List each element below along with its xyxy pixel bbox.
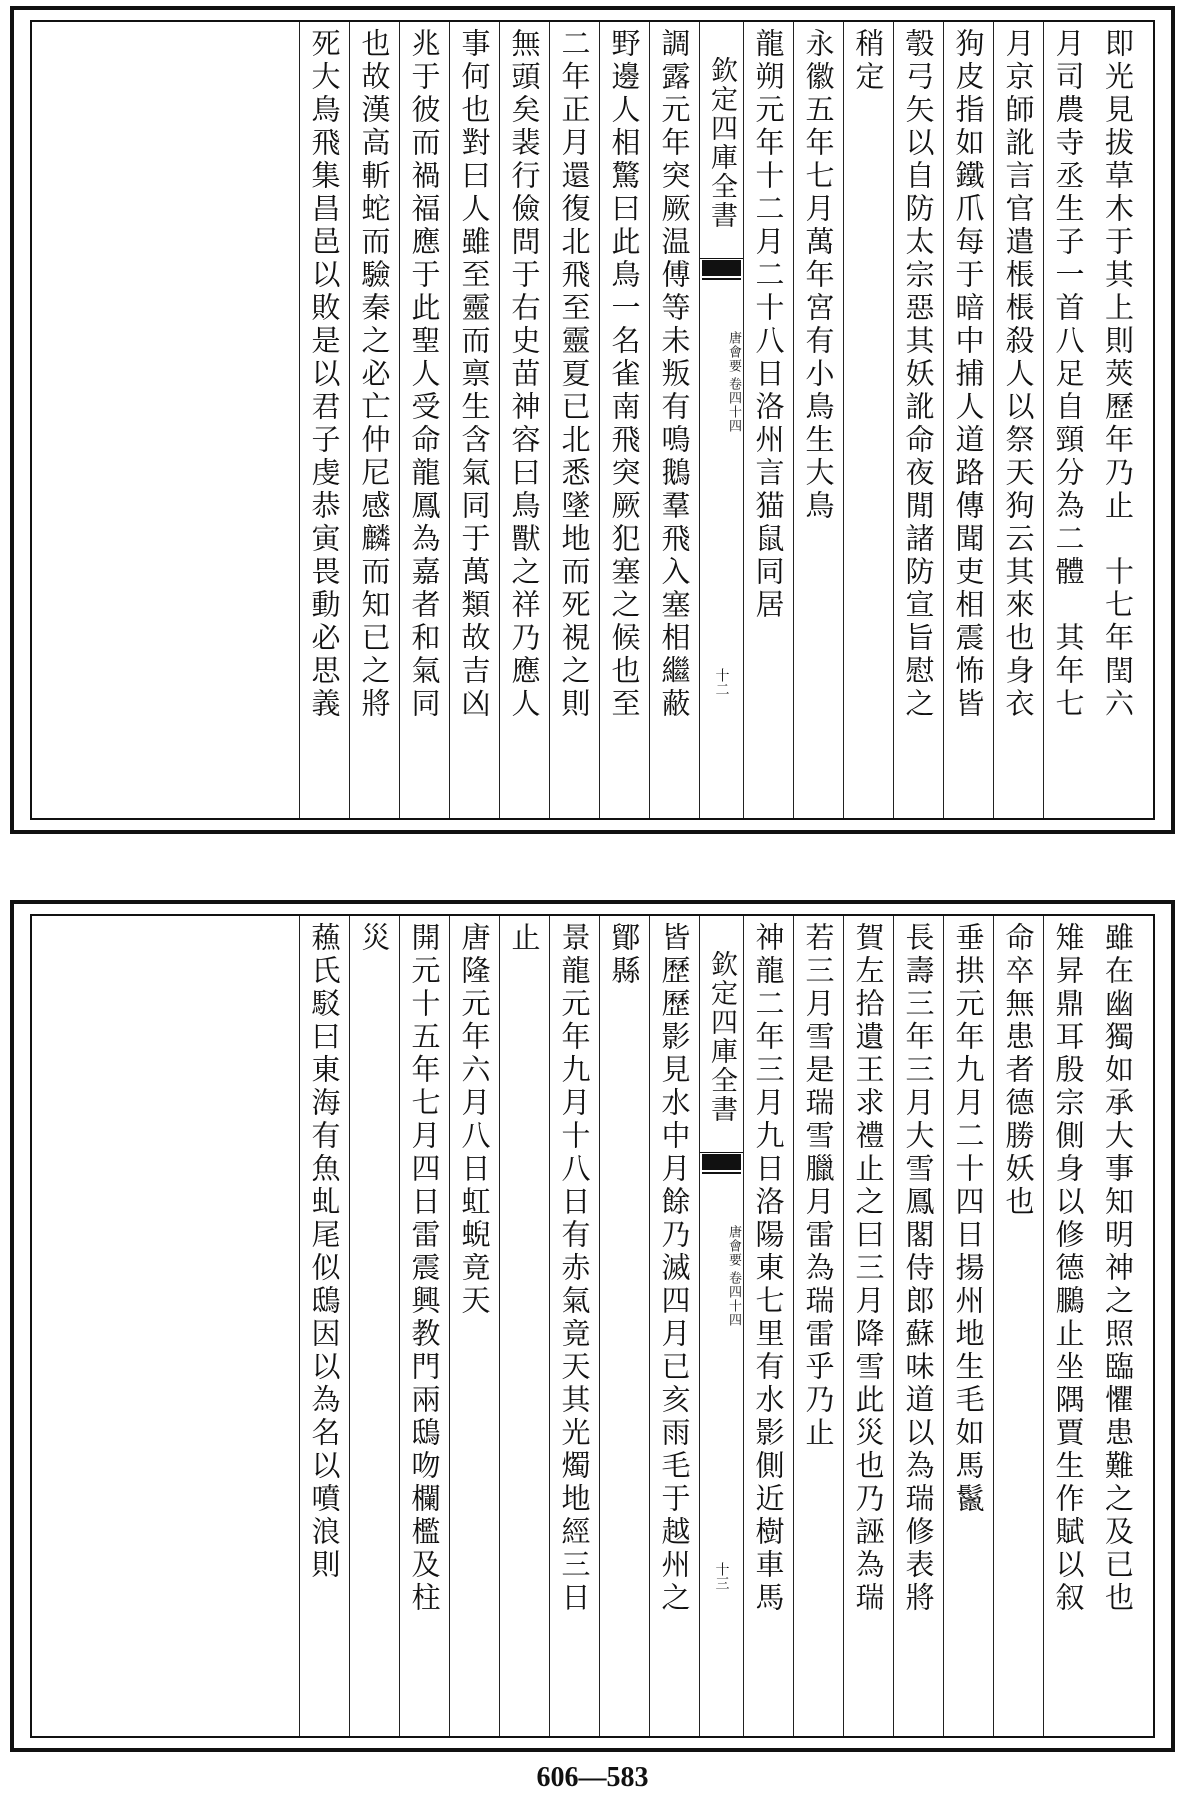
- column-text: 命卒無患者德勝妖也: [1001, 922, 1036, 1219]
- text-column: [893, 22, 943, 818]
- column-text: 即光見拔草木于其上則莢歷年乃止 十七年閏六: [1101, 28, 1135, 721]
- text-column: [743, 22, 793, 818]
- column-text: 二年正月還復北飛至靈夏已北悉墜地而死視之則: [557, 28, 592, 721]
- column-text: 唐隆元年六月八日虹蜺竟天: [457, 922, 492, 1318]
- column-text: 月司農寺丞生子一首八足自頸分為二體 其年七: [1051, 28, 1086, 721]
- column-text: 龍朔元年十二月二十八日洛州言猫鼠同居: [751, 28, 786, 622]
- text-column: [349, 916, 399, 1736]
- text-column: [599, 22, 649, 818]
- column-text: 永徽五年七月萬年宮有小鳥生大鳥: [801, 28, 836, 523]
- center-fold-column: [699, 916, 743, 1736]
- text-column: [1093, 22, 1143, 818]
- column-text: 事何也對曰人雖至靈而禀生含氣同于萬類故吉凶: [457, 28, 492, 721]
- column-text: 野邊人相驚曰此鳥一名雀南飛突厥犯塞之候也至: [607, 28, 642, 721]
- column-text: 災: [357, 922, 392, 955]
- text-column: [743, 916, 793, 1736]
- column-text: 神龍二年三月九日洛陽東七里有水影側近樹車馬: [751, 922, 786, 1615]
- column-text: 無頭矣裴行儉問于右史苗神容曰鳥獸之祥乃應人: [507, 28, 542, 721]
- column-text: 景龍元年九月十八日有赤氣竟天其光燭地經三日: [557, 922, 592, 1615]
- column-text: 垂拱元年九月二十四日揚州地生毛如馬鬣: [951, 922, 986, 1516]
- folio-number: 十三: [713, 1562, 730, 1590]
- text-column: [499, 22, 549, 818]
- book-title: 唐會要: [726, 1225, 741, 1267]
- book-title: 唐會要: [726, 331, 741, 373]
- text-column: [943, 22, 993, 818]
- text-column: [299, 22, 349, 818]
- column-text: 長壽三年三月大雪鳳閣侍郎蘇味道以為瑞修表將: [901, 922, 936, 1615]
- text-column: [349, 22, 399, 818]
- text-column: [399, 22, 449, 818]
- top-page-text-frame: [30, 20, 1155, 820]
- bottom-page: [10, 900, 1175, 1752]
- text-column: [993, 22, 1043, 818]
- text-column: [793, 22, 843, 818]
- text-column: [1043, 22, 1093, 818]
- column-text: 雉昇鼎耳殷宗側身以修德鵩止坐隅賈生作賦以叙: [1051, 922, 1086, 1615]
- text-column: [399, 916, 449, 1736]
- column-text: 雖在幽獨如承大事知明神之照臨懼患難之及已也: [1101, 922, 1135, 1615]
- column-text: 狗皮指如鐵爪每于暗中捕人道路傳聞吏相震怖皆: [951, 28, 986, 721]
- volume-label: 卷四十四: [726, 1271, 741, 1327]
- text-column: [649, 916, 699, 1736]
- bottom-page-text-frame: [30, 914, 1155, 1738]
- volume-label: 卷四十四: [726, 377, 741, 433]
- text-column: [893, 916, 943, 1736]
- column-text: 若三月雪是瑞雪臘月雷為瑞雷乎乃止: [801, 922, 836, 1450]
- text-column: [549, 22, 599, 818]
- column-text: 蘓氏駁曰東海有魚虬尾似鴟因以為名以噴浪則: [307, 922, 342, 1582]
- fish-tail-line-icon: [702, 1172, 741, 1180]
- text-column: [943, 916, 993, 1736]
- text-column: [993, 916, 1043, 1736]
- column-text: 開元十五年七月四日雷震興教門兩鴟吻欄檻及柱: [407, 922, 442, 1615]
- column-text: 賀左拾遺王求禮止之曰三月降雪此災也乃誣為瑞: [851, 922, 886, 1615]
- fish-tail-line-icon: [702, 278, 741, 286]
- fish-tail-mark-icon: [702, 1154, 741, 1170]
- text-column: [499, 916, 549, 1736]
- column-text: 兆于彼而禍福應于此聖人受命龍鳳為嘉者和氣同: [407, 28, 442, 721]
- column-text: 稍定: [851, 28, 886, 94]
- column-text: 彀弓矢以自防太宗惡其妖訛命夜閒諸防宣旨慰之: [901, 28, 936, 721]
- text-column: [549, 916, 599, 1736]
- column-text: 止: [507, 922, 542, 955]
- column-text: 月京師訛言官遣棖棖殺人以祭天狗云其來也身衣: [1001, 28, 1036, 721]
- text-column: [649, 22, 699, 818]
- column-text: 死大鳥飛集昌邑以敗是以君子虔恭寅畏動必思義: [307, 28, 342, 721]
- text-column: [1043, 916, 1093, 1736]
- text-column: [599, 916, 649, 1736]
- top-page: [10, 6, 1175, 834]
- column-text: 皆歷歷影見水中月餘乃滅四月已亥雨毛于越州之: [657, 922, 692, 1615]
- series-title: 欽定四庫全書: [700, 922, 743, 1153]
- folio-number: 十二: [713, 668, 730, 696]
- text-column: [843, 916, 893, 1736]
- text-column: [449, 916, 499, 1736]
- text-column: [299, 916, 349, 1736]
- text-column: [793, 916, 843, 1736]
- text-column: [843, 22, 893, 818]
- text-column: [1093, 916, 1143, 1736]
- column-text: 也故漢高斬蛇而驗秦之必亡仲尼感麟而知已之將: [357, 28, 392, 721]
- text-column: [449, 22, 499, 818]
- column-text: 鄮縣: [607, 922, 642, 988]
- book-info: [700, 1196, 743, 1356]
- book-info: [700, 302, 743, 462]
- center-fold-column: [699, 22, 743, 818]
- fish-tail-mark-icon: [702, 260, 741, 276]
- series-title: 欽定四庫全書: [700, 28, 743, 259]
- page-number: 606—583: [536, 1762, 649, 1793]
- column-text: 調露元年突厥温傅等未叛有鳴鵝羣飛入塞相繼蔽: [657, 28, 692, 721]
